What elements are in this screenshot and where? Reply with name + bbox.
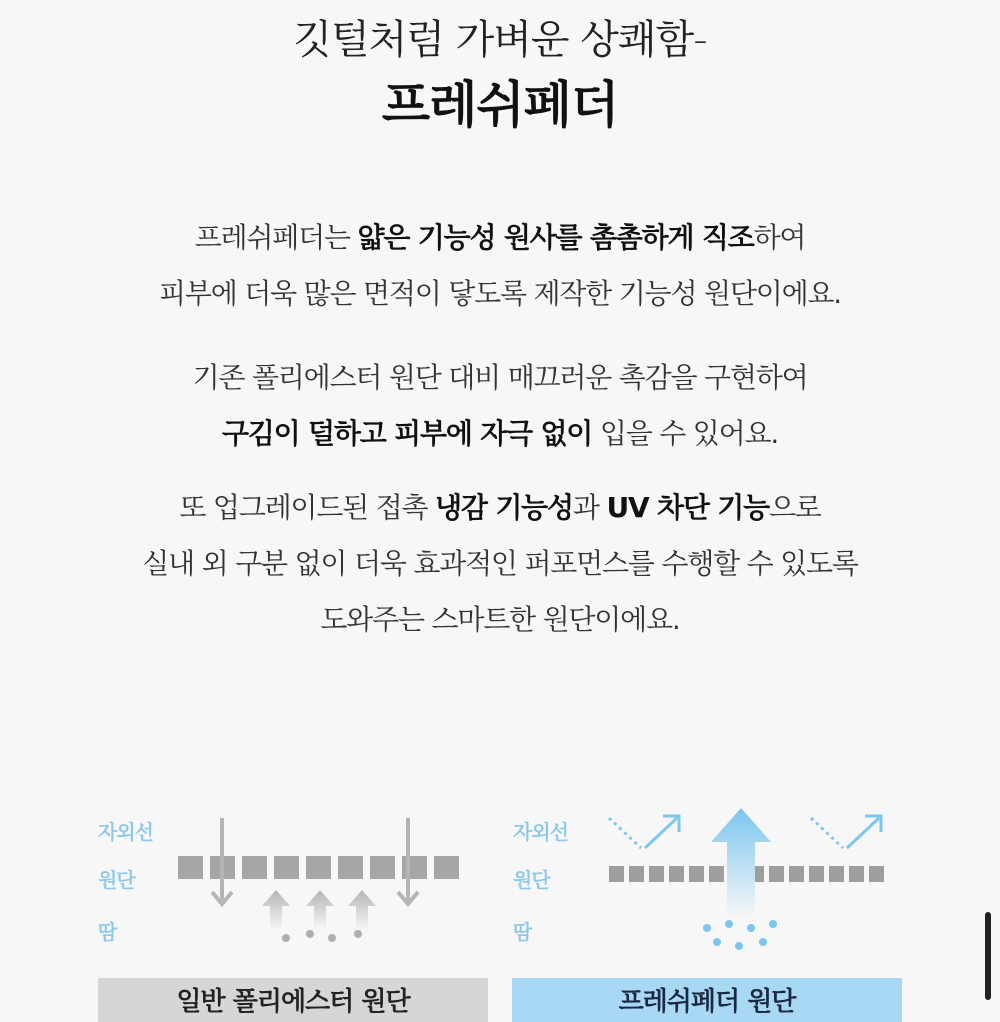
paragraph-line — [0, 210, 1000, 266]
regular-fabric-illustration — [90, 790, 490, 970]
regular-fabric-diagram — [90, 790, 490, 1000]
emphasis-text: 얇은 기능성 원사를 촘촘하게 직조 — [357, 221, 754, 254]
text-span: 으로 — [768, 491, 821, 524]
text-span: 입을 수 있어요. — [592, 417, 779, 450]
paragraph-fabric-intro — [0, 210, 1000, 322]
sweat-label: 땀 — [98, 920, 117, 944]
paragraph-line: 도와주는 스마트한 원단이에요. — [320, 603, 680, 636]
headline: 깃털처럼 가벼운 상쾌함- — [293, 17, 707, 63]
freshfeather-fabric-caption: 프레쉬페더 원단 — [512, 978, 902, 1022]
sweat-dots — [282, 930, 362, 942]
page-title: 프레쉬페더 — [381, 76, 619, 134]
freshfeather-fabric-illustration — [505, 790, 905, 970]
text-span: 하여 — [753, 221, 806, 254]
paragraph-line: 실내 외 구분 없이 더욱 효과적인 퍼포먼스를 수행할 수 있도록 — [142, 547, 858, 580]
sweat-dots — [703, 920, 777, 950]
regular-fabric-caption: 일반 폴리에스터 원단 — [98, 978, 488, 1022]
paragraph-line — [0, 480, 1000, 536]
sweat-label: 땀 — [513, 920, 532, 944]
emphasis-text: 구김이 덜하고 피부에 자극 없이 — [221, 417, 593, 450]
uv-label: 자외선 — [513, 820, 568, 844]
paragraph-line — [0, 406, 1000, 462]
text-span: 과 — [572, 491, 607, 524]
text-span: 프레쉬페더는 — [194, 221, 358, 254]
paragraph-line: 기존 폴리에스터 원단 대비 매끄러운 촉감을 구현하여 — [192, 361, 808, 394]
fabric-label: 원단 — [513, 868, 550, 892]
paragraph-features — [0, 480, 1000, 648]
scrollbar-thumb[interactable] — [985, 912, 991, 1000]
text-span: 또 업그레이드된 접촉 — [179, 491, 436, 524]
paragraph-texture — [0, 350, 1000, 462]
emphasis-text: 냉감 기능성 — [435, 491, 573, 524]
sweat-evaporation-arrow — [711, 808, 771, 918]
uv-label: 자외선 — [98, 820, 153, 844]
emphasis-text: UV 차단 기능 — [606, 491, 769, 524]
freshfeather-fabric-diagram — [505, 790, 905, 1000]
sweat-arrows-up — [262, 890, 376, 930]
paragraph-line: 피부에 더욱 많은 면적이 닿도록 제작한 기능성 원단이에요. — [159, 277, 841, 310]
fabric-label: 원단 — [98, 868, 135, 892]
